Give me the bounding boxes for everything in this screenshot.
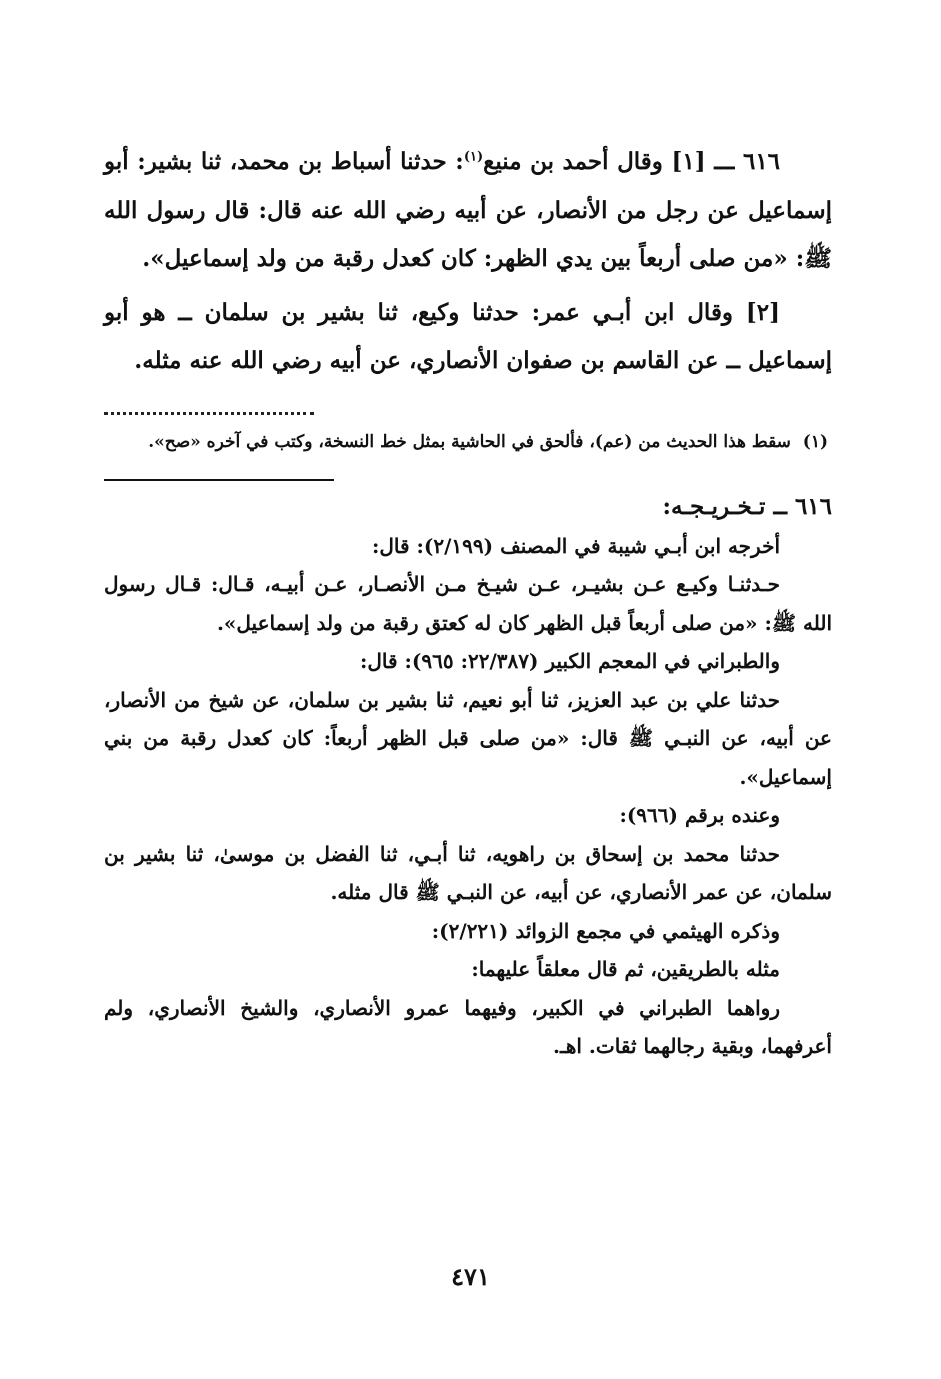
takhrij-paragraph: والطبراني في المعجم الكبير (٢٢/٣٨٧: ٩٦٥): قال: [359,649,780,673]
page-number: ٤٧١ [451,1262,490,1291]
takhrij-section [104,487,832,1066]
footnote-marker: (١) [802,431,828,452]
takhrij-paragraph: وعنده برقم (٩٦٦): [619,803,780,827]
page-body [104,138,832,1066]
item-marker-2: [٢] [745,298,780,326]
takhrij-paragraph: حدثنا علي بن عبد العزيز، ثنا أبو نعيم، ثنا بشير بن سلمان، عن شيخ من الأنصار، عن أبيه، عن النبـي ﷺ قال: «من صلى قبل الظهر أربعاً: كان كعدل رقبة من بني إسماعيل». [104,687,832,789]
hadith-number: ٦١٦ [742,148,781,175]
footnote [104,429,832,455]
takhrij-paragraph: رواهما الطبراني في الكبير، وفيهما عمرو الأنصاري، والشيخ الأنصاري، ولم أعرفهما، وبقية رجالهما ثقات. اهـ. [104,995,832,1058]
takhrij-paragraph: مثله بالطريقين، ثم قال معلقاً عليهما: [471,957,780,981]
footnote-separator [104,402,314,415]
takhrij-paragraph: أخرجه ابن أبـي شيبة في المصنف (٢/١٩٩): قال: [371,533,780,558]
hadith-paragraph-1 [104,138,832,284]
section-divider [104,479,334,481]
footnote-reference[interactable]: (١) [463,149,484,165]
main-text [104,138,832,386]
hadith-paragraph-2 [104,289,832,386]
hadith-text-2: وقال ابن أبـي عمر: حدثنا وكيع، ثنا بشير بن سلمان ــ هو أبو إسماعيل ــ عن القاسم بن صفوان الأنصاري، عن أبيه رضي الله عنه مثله. [104,298,832,374]
hadith-text-1b: : حدثنا أسباط بن محمد، ثنا بشير: أبو إسماعيل عن رجل من الأنصار، عن أبيه رضي الله عنه قال: قال رسول الله ﷺ: «من صلى أربعاً بين يدي الظهر: كان كعدل رقبة من ولد إسماعيل». [104,148,832,272]
hadith-text-1a: وقال أحمد بن منيع [483,148,663,175]
takhrij-paragraph: وذكره الهيثمي في مجمع الزوائد (٢/٢٢١): [431,918,780,943]
item-marker-1: [١] [671,148,706,175]
footnote-text: سقط هذا الحديث من (عم)، فألحق في الحاشية بمثل خط النسخة، وكتب في آخره «صح». [148,431,791,452]
takhrij-paragraph: حدثنا محمد بن إسحاق بن راهويه، ثنا أبـي، ثنا الفضل بن موسىٰ، ثنا بشير بن سلمان، عن عمر الأنصاري، عن أبيه، عن النبـي ﷺ قال مثله. [104,841,832,904]
takhrij-paragraph: حـدثنـا وكيـع عـن بشيـر، عـن شيـخ مـن الأنصـار، عـن أبيـه، قـال: قـال رسول الله ﷺ: «من صلى أربعاً قبل الظهر كان له كعتق رقبة من ولد إسماعيل». [104,572,832,635]
dash: ـــ [714,148,735,175]
takhrij-heading: ٦١٦ ــ تـخـريـجـه: [662,492,832,520]
